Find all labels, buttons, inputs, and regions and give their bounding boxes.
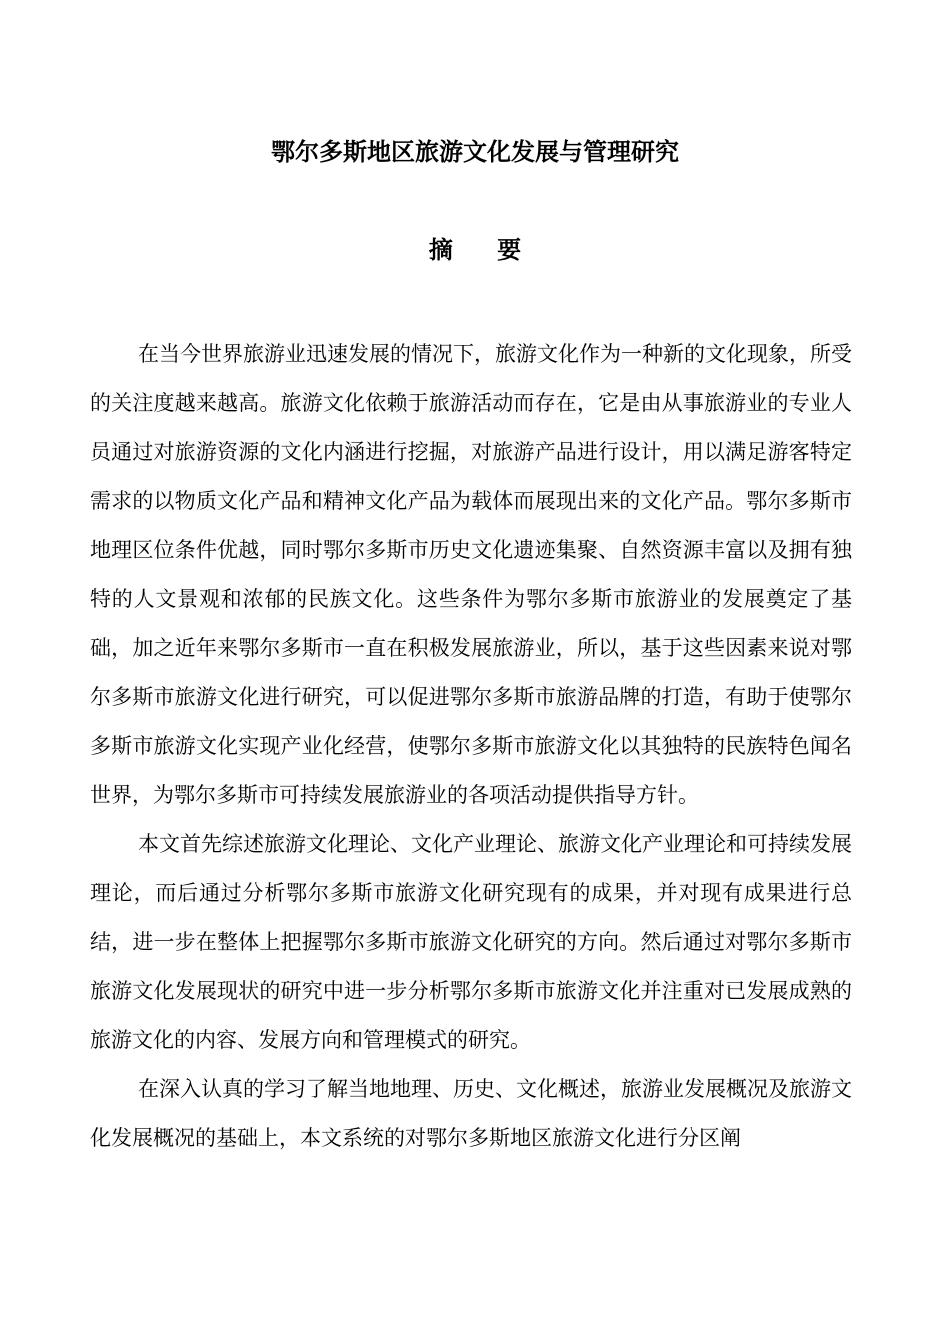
abstract-paragraph: 在深入认真的学习了解当地地理、历史、文化概述，旅游业发展概况及旅游文化发展概况的基础上，本文系统的对鄂尔多斯地区旅游文化进行分区阐 xyxy=(90,1077,852,1150)
document-title: 鄂尔多斯地区旅游文化发展与管理研究 xyxy=(271,138,679,166)
abstract-paragraph: 在当今世界旅游业迅速发展的情况下，旅游文化作为一种新的文化现象，所受的关注度越来越高。旅游文化依赖于旅游活动而存在，它是由从事旅游业的专业人员通过对旅游资源的文化内涵进行挖掘，对旅游产品进行设计，用以满足游客特定需求的以物质文化产品和精神文化产品为载体而展现出来的文化产品。鄂尔多斯市地理区位条件优越，同时鄂尔多斯市历史文化遗迹集聚、自然资源丰富以及拥有独特的人文景观和浓郁的民族文化。这些条件为鄂尔多斯市旅游业的发展奠定了基础，加之近年来鄂尔多斯市一直在积极发展旅游业，所以，基于这些因素来说对鄂尔多斯市旅游文化进行研究，可以促进鄂尔多斯市旅游品牌的打造，有助于使鄂尔多斯市旅游文化实现产业化经营，使鄂尔多斯市旅游文化以其独特的民族特色闻名世界，为鄂尔多斯市可持续发展旅游业的各项活动提供指导方针。 xyxy=(90,342,852,807)
abstract-body xyxy=(90,330,852,1163)
abstract-heading: 摘 要 xyxy=(428,236,540,264)
abstract-paragraph: 本文首先综述旅游文化理论、文化产业理论、旅游文化产业理论和可持续发展理论，而后通过分析鄂尔多斯市旅游文化研究现有的成果，并对现有成果进行总结，进一步在整体上把握鄂尔多斯市旅游文化研究的方向。然后通过对鄂尔多斯市旅游文化发展现状的研究中进一步分析鄂尔多斯市旅游文化并注重对已发展成熟的旅游文化的内容、发展方向和管理模式的研究。 xyxy=(90,832,852,1052)
